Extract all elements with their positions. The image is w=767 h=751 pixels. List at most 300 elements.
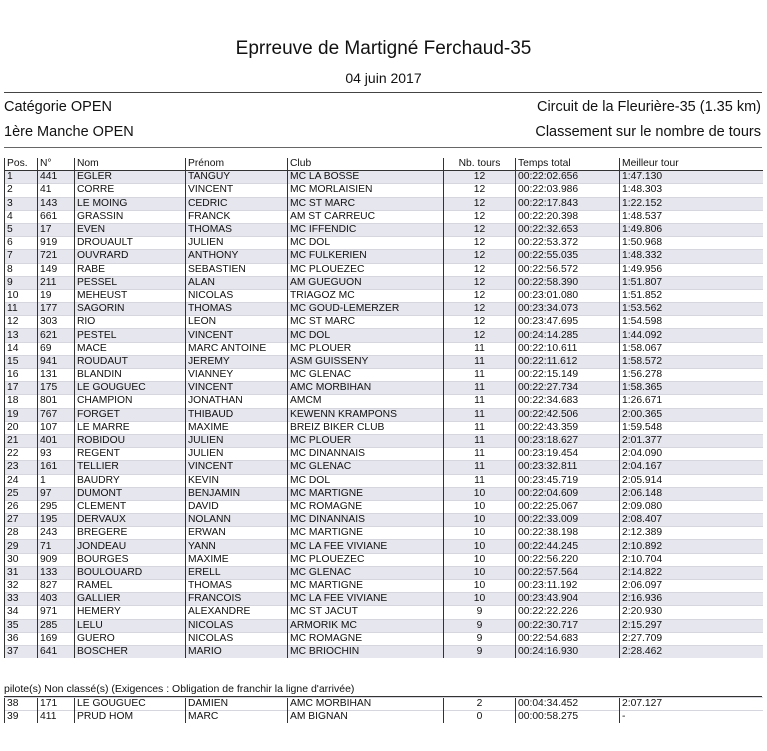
cell-last-name: GRASSIN xyxy=(75,210,186,223)
table-row xyxy=(5,382,763,395)
table-row xyxy=(5,500,763,513)
cell-first-name: MAXIME xyxy=(186,421,288,434)
cell-total-time: 00:22:30.717 xyxy=(516,619,620,632)
cell-first-name: VINCENT xyxy=(186,329,288,342)
cell-pos: 35 xyxy=(5,619,38,632)
cell-pos: 38 xyxy=(5,698,38,711)
cell-total-time: 00:23:01.080 xyxy=(516,289,620,302)
cell-number: 107 xyxy=(38,421,75,434)
cell-total-time: 00:22:38.198 xyxy=(516,527,620,540)
table-row xyxy=(5,540,763,553)
cell-first-name: THOMAS xyxy=(186,303,288,316)
cell-club: AM BIGNAN xyxy=(288,711,444,724)
cell-best-lap: 1:22.152 xyxy=(620,197,763,210)
cell-number: 641 xyxy=(38,645,75,658)
cell-first-name: JULIEN xyxy=(186,237,288,250)
cell-number: 175 xyxy=(38,382,75,395)
cell-club: MC ST MARC xyxy=(288,316,444,329)
cell-best-lap: 2:10.892 xyxy=(620,540,763,553)
cell-club: MC DOL xyxy=(288,329,444,342)
cell-club: MC PLOUEZEC xyxy=(288,553,444,566)
header-club: Club xyxy=(288,158,444,171)
cell-last-name: LE MARRE xyxy=(75,421,186,434)
cell-best-lap: 1:54.598 xyxy=(620,316,763,329)
cell-first-name: MAXIME xyxy=(186,553,288,566)
cell-laps: 11 xyxy=(444,408,516,421)
cell-pos: 1 xyxy=(5,171,38,184)
header-pos: Pos. xyxy=(5,158,38,171)
cell-first-name: MARC xyxy=(186,711,288,724)
cell-best-lap: 1:26.671 xyxy=(620,395,763,408)
cell-total-time: 00:23:34.073 xyxy=(516,303,620,316)
cell-laps: 12 xyxy=(444,316,516,329)
cell-pos: 17 xyxy=(5,382,38,395)
cell-laps: 12 xyxy=(444,276,516,289)
cell-pos: 25 xyxy=(5,487,38,500)
section-divider xyxy=(4,147,762,148)
cell-pos: 30 xyxy=(5,553,38,566)
cell-first-name: VIANNEY xyxy=(186,369,288,382)
cell-number: 161 xyxy=(38,461,75,474)
event-date: 04 juin 2017 xyxy=(345,70,422,86)
cell-club: MC GLENAC xyxy=(288,461,444,474)
cell-last-name: RABE xyxy=(75,263,186,276)
cell-laps: 12 xyxy=(444,237,516,250)
cell-laps: 9 xyxy=(444,606,516,619)
cell-total-time: 00:22:10.611 xyxy=(516,342,620,355)
cell-pos: 36 xyxy=(5,632,38,645)
results-body xyxy=(5,171,763,658)
cell-best-lap: 1:56.278 xyxy=(620,369,763,382)
cell-last-name: RIO xyxy=(75,316,186,329)
cell-club: MC ST MARC xyxy=(288,197,444,210)
cell-laps: 12 xyxy=(444,184,516,197)
cell-best-lap: 2:05.914 xyxy=(620,474,763,487)
cell-club: MC DOL xyxy=(288,474,444,487)
cell-last-name: LE GOUGUEC xyxy=(75,382,186,395)
cell-total-time: 00:22:04.609 xyxy=(516,487,620,500)
cell-pos: 33 xyxy=(5,593,38,606)
cell-first-name: VINCENT xyxy=(186,382,288,395)
cell-best-lap: 2:04.167 xyxy=(620,461,763,474)
cell-laps: 10 xyxy=(444,527,516,540)
cell-club: BREIZ BIKER CLUB xyxy=(288,421,444,434)
table-row xyxy=(5,606,763,619)
header-best-lap: Meilleur tour xyxy=(620,158,763,171)
cell-number: 971 xyxy=(38,606,75,619)
cell-pos: 19 xyxy=(5,408,38,421)
cell-first-name: MARC ANTOINE xyxy=(186,342,288,355)
cell-best-lap: 1:53.562 xyxy=(620,303,763,316)
cell-best-lap: 2:20.930 xyxy=(620,606,763,619)
table-row xyxy=(5,276,763,289)
table-row xyxy=(5,593,763,606)
cell-number: 909 xyxy=(38,553,75,566)
cell-number: 401 xyxy=(38,434,75,447)
cell-laps: 11 xyxy=(444,382,516,395)
cell-first-name: MARIO xyxy=(186,645,288,658)
cell-best-lap: 2:06.148 xyxy=(620,487,763,500)
cell-last-name: REGENT xyxy=(75,448,186,461)
cell-total-time: 00:22:03.986 xyxy=(516,184,620,197)
cell-number: 303 xyxy=(38,316,75,329)
table-row xyxy=(5,303,763,316)
cell-first-name: KEVIN xyxy=(186,474,288,487)
cell-total-time: 00:22:27.734 xyxy=(516,382,620,395)
cell-pos: 2 xyxy=(5,184,38,197)
cell-total-time: 00:23:43.904 xyxy=(516,593,620,606)
cell-laps: 11 xyxy=(444,369,516,382)
cell-total-time: 00:22:15.149 xyxy=(516,369,620,382)
cell-last-name: DERVAUX xyxy=(75,514,186,527)
cell-total-time: 00:22:54.683 xyxy=(516,632,620,645)
cell-first-name: ERWAN xyxy=(186,527,288,540)
cell-number: 71 xyxy=(38,540,75,553)
cell-pos: 23 xyxy=(5,461,38,474)
table-row xyxy=(5,514,763,527)
cell-number: 131 xyxy=(38,369,75,382)
cell-club: MC DINANNAIS xyxy=(288,514,444,527)
cell-number: 661 xyxy=(38,210,75,223)
cell-laps: 11 xyxy=(444,421,516,434)
cell-laps: 2 xyxy=(444,698,516,711)
cell-number: 195 xyxy=(38,514,75,527)
cell-last-name: SAGORIN xyxy=(75,303,186,316)
cell-total-time: 00:22:34.683 xyxy=(516,395,620,408)
cell-laps: 11 xyxy=(444,461,516,474)
circuit-label: Circuit de la Fleurière-35 (1.35 km) xyxy=(536,99,761,115)
cell-best-lap: 2:04.090 xyxy=(620,448,763,461)
cell-first-name: JONATHAN xyxy=(186,395,288,408)
ranking-mode-label: Classement sur le nombre de tours xyxy=(535,124,761,140)
cell-number: 827 xyxy=(38,580,75,593)
table-row xyxy=(5,632,763,645)
cell-number: 243 xyxy=(38,527,75,540)
cell-last-name: CLEMENT xyxy=(75,500,186,513)
cell-number: 919 xyxy=(38,237,75,250)
cell-best-lap: 2:07.127 xyxy=(620,698,763,711)
cell-first-name: VINCENT xyxy=(186,461,288,474)
table-row xyxy=(5,461,763,474)
cell-laps: 9 xyxy=(444,632,516,645)
cell-total-time: 00:23:32.811 xyxy=(516,461,620,474)
cell-laps: 9 xyxy=(444,619,516,632)
table-row xyxy=(5,553,763,566)
cell-club: MC LA FEE VIVIANE xyxy=(288,540,444,553)
table-row xyxy=(5,171,763,184)
cell-number: 171 xyxy=(38,698,75,711)
cell-number: 143 xyxy=(38,197,75,210)
cell-best-lap: 2:01.377 xyxy=(620,434,763,447)
cell-best-lap: 1:51.807 xyxy=(620,276,763,289)
cell-best-lap: 2:15.297 xyxy=(620,619,763,632)
header-last-name: Nom xyxy=(75,158,186,171)
cell-total-time: 00:22:33.009 xyxy=(516,514,620,527)
cell-total-time: 00:22:44.245 xyxy=(516,540,620,553)
cell-last-name: BLANDIN xyxy=(75,369,186,382)
cell-last-name: LE MOING xyxy=(75,197,186,210)
heat-label: 1ère Manche OPEN xyxy=(4,124,134,140)
cell-total-time: 00:00:58.275 xyxy=(516,711,620,724)
cell-first-name: JULIEN xyxy=(186,434,288,447)
cell-last-name: LELU xyxy=(75,619,186,632)
cell-last-name: GUERO xyxy=(75,632,186,645)
cell-last-name: CHAMPION xyxy=(75,395,186,408)
cell-laps: 12 xyxy=(444,329,516,342)
cell-club: MC ROMAGNE xyxy=(288,500,444,513)
cell-first-name: ANTHONY xyxy=(186,250,288,263)
cell-last-name: GALLIER xyxy=(75,593,186,606)
cell-number: 69 xyxy=(38,342,75,355)
table-row xyxy=(5,223,763,236)
cell-pos: 20 xyxy=(5,421,38,434)
cell-first-name: YANN xyxy=(186,540,288,553)
cell-total-time: 00:22:55.035 xyxy=(516,250,620,263)
cell-last-name: PESSEL xyxy=(75,276,186,289)
cell-last-name: BOURGES xyxy=(75,553,186,566)
cell-best-lap: 1:51.852 xyxy=(620,289,763,302)
cell-best-lap: 2:14.822 xyxy=(620,566,763,579)
cell-number: 441 xyxy=(38,171,75,184)
cell-club: MC MARTIGNE xyxy=(288,487,444,500)
cell-number: 17 xyxy=(38,223,75,236)
cell-total-time: 00:22:58.390 xyxy=(516,276,620,289)
cell-total-time: 00:24:16.930 xyxy=(516,645,620,658)
cell-club: AMC MORBIHAN xyxy=(288,698,444,711)
cell-laps: 10 xyxy=(444,593,516,606)
cell-laps: 9 xyxy=(444,645,516,658)
cell-last-name: PESTEL xyxy=(75,329,186,342)
cell-last-name: ROBIDOU xyxy=(75,434,186,447)
cell-pos: 7 xyxy=(5,250,38,263)
cell-first-name: LEON xyxy=(186,316,288,329)
cell-laps: 12 xyxy=(444,210,516,223)
cell-first-name: ERELL xyxy=(186,566,288,579)
results-table xyxy=(4,158,763,658)
cell-last-name: BAUDRY xyxy=(75,474,186,487)
cell-number: 149 xyxy=(38,263,75,276)
cell-club: MC DINANNAIS xyxy=(288,448,444,461)
cell-laps: 10 xyxy=(444,580,516,593)
cell-pos: 26 xyxy=(5,500,38,513)
cell-total-time: 00:22:53.372 xyxy=(516,237,620,250)
cell-pos: 18 xyxy=(5,395,38,408)
cell-last-name: RAMEL xyxy=(75,580,186,593)
cell-first-name: ALAN xyxy=(186,276,288,289)
cell-laps: 12 xyxy=(444,197,516,210)
cell-last-name: HEMERY xyxy=(75,606,186,619)
cell-last-name: DUMONT xyxy=(75,487,186,500)
cell-best-lap: 1:58.572 xyxy=(620,355,763,368)
cell-best-lap: 2:09.080 xyxy=(620,500,763,513)
cell-pos: 6 xyxy=(5,237,38,250)
cell-total-time: 00:23:19.454 xyxy=(516,448,620,461)
cell-club: MC GLENAC xyxy=(288,566,444,579)
table-header-row xyxy=(5,158,763,171)
table-row xyxy=(5,197,763,210)
cell-best-lap: 1:58.365 xyxy=(620,382,763,395)
cell-laps: 12 xyxy=(444,289,516,302)
cell-laps: 12 xyxy=(444,263,516,276)
cell-number: 211 xyxy=(38,276,75,289)
table-row xyxy=(5,434,763,447)
cell-last-name: EVEN xyxy=(75,223,186,236)
cell-pos: 12 xyxy=(5,316,38,329)
cell-laps: 12 xyxy=(444,171,516,184)
cell-best-lap: 2:08.407 xyxy=(620,514,763,527)
table-row xyxy=(5,487,763,500)
cell-best-lap: 2:12.389 xyxy=(620,527,763,540)
cell-total-time: 00:22:43.359 xyxy=(516,421,620,434)
cell-first-name: SEBASTIEN xyxy=(186,263,288,276)
cell-club: MC ROMAGNE xyxy=(288,632,444,645)
cell-first-name: THOMAS xyxy=(186,580,288,593)
cell-first-name: ALEXANDRE xyxy=(186,606,288,619)
cell-best-lap: 1:48.332 xyxy=(620,250,763,263)
cell-pos: 16 xyxy=(5,369,38,382)
cell-club: MC IFFENDIC xyxy=(288,223,444,236)
cell-pos: 8 xyxy=(5,263,38,276)
table-row xyxy=(5,408,763,421)
cell-first-name: BENJAMIN xyxy=(186,487,288,500)
table-row xyxy=(5,369,763,382)
table-row xyxy=(5,237,763,250)
table-row xyxy=(5,566,763,579)
cell-last-name: OUVRARD xyxy=(75,250,186,263)
cell-laps: 11 xyxy=(444,474,516,487)
cell-number: 93 xyxy=(38,448,75,461)
cell-number: 941 xyxy=(38,355,75,368)
cell-first-name: VINCENT xyxy=(186,184,288,197)
cell-club: MC MARTIGNE xyxy=(288,527,444,540)
cell-first-name: NICOLAS xyxy=(186,289,288,302)
cell-first-name: NOLANN xyxy=(186,514,288,527)
cell-club: ASM GUISSENY xyxy=(288,355,444,368)
cell-best-lap: 1:49.956 xyxy=(620,263,763,276)
cell-number: 801 xyxy=(38,395,75,408)
cell-laps: 0 xyxy=(444,711,516,724)
cell-laps: 11 xyxy=(444,395,516,408)
cell-club: AMC MORBIHAN xyxy=(288,382,444,395)
cell-total-time: 00:22:32.653 xyxy=(516,223,620,236)
cell-last-name: BREGERE xyxy=(75,527,186,540)
cell-last-name: PRUD HOM xyxy=(75,711,186,724)
cell-last-name: BOULOUARD xyxy=(75,566,186,579)
cell-best-lap: 2:10.704 xyxy=(620,553,763,566)
cell-laps: 11 xyxy=(444,342,516,355)
cell-first-name: THOMAS xyxy=(186,223,288,236)
cell-best-lap: 1:48.537 xyxy=(620,210,763,223)
cell-total-time: 00:22:42.506 xyxy=(516,408,620,421)
table-row xyxy=(5,711,763,724)
cell-number: 133 xyxy=(38,566,75,579)
cell-total-time: 00:22:17.843 xyxy=(516,197,620,210)
cell-laps: 11 xyxy=(444,448,516,461)
cell-total-time: 00:23:11.192 xyxy=(516,580,620,593)
cell-number: 411 xyxy=(38,711,75,724)
cell-number: 19 xyxy=(38,289,75,302)
cell-total-time: 00:24:14.285 xyxy=(516,329,620,342)
page-title: Eprreuve de Martigné Ferchaud-35 xyxy=(235,38,532,59)
cell-club: KEWENN KRAMPONS xyxy=(288,408,444,421)
cell-total-time: 00:23:45.719 xyxy=(516,474,620,487)
cell-pos: 27 xyxy=(5,514,38,527)
cell-laps: 11 xyxy=(444,434,516,447)
cell-pos: 10 xyxy=(5,289,38,302)
cell-number: 621 xyxy=(38,329,75,342)
table-row xyxy=(5,474,763,487)
cell-first-name: JULIEN xyxy=(186,448,288,461)
cell-first-name: NICOLAS xyxy=(186,619,288,632)
cell-best-lap: 2:00.365 xyxy=(620,408,763,421)
cell-club: AM GUEGUON xyxy=(288,276,444,289)
table-row xyxy=(5,580,763,593)
cell-number: 1 xyxy=(38,474,75,487)
cell-club: MC GLENAC xyxy=(288,369,444,382)
cell-best-lap: 1:58.067 xyxy=(620,342,763,355)
cell-last-name: FORGET xyxy=(75,408,186,421)
cell-first-name: CEDRIC xyxy=(186,197,288,210)
cell-total-time: 00:22:20.398 xyxy=(516,210,620,223)
cell-club: MC ST JACUT xyxy=(288,606,444,619)
cell-club: MC GOUD-LEMERZER xyxy=(288,303,444,316)
cell-pos: 24 xyxy=(5,474,38,487)
cell-best-lap: 1:59.548 xyxy=(620,421,763,434)
cell-number: 285 xyxy=(38,619,75,632)
cell-club: TRIAGOZ MC xyxy=(288,289,444,302)
cell-total-time: 00:22:11.612 xyxy=(516,355,620,368)
cell-last-name: BOSCHER xyxy=(75,645,186,658)
table-row xyxy=(5,289,763,302)
cell-pos: 13 xyxy=(5,329,38,342)
cell-pos: 22 xyxy=(5,448,38,461)
cell-pos: 29 xyxy=(5,540,38,553)
header-number: N° xyxy=(38,158,75,171)
cell-best-lap: 1:49.806 xyxy=(620,223,763,236)
cell-pos: 28 xyxy=(5,527,38,540)
cell-club: MC BRIOCHIN xyxy=(288,645,444,658)
cell-first-name: JEREMY xyxy=(186,355,288,368)
cell-laps: 10 xyxy=(444,553,516,566)
table-row xyxy=(5,250,763,263)
cell-laps: 11 xyxy=(444,355,516,368)
cell-club: ARMORIK MC xyxy=(288,619,444,632)
not-classified-table xyxy=(4,697,763,723)
cell-club: MC MORLAISIEN xyxy=(288,184,444,197)
cell-pos: 14 xyxy=(5,342,38,355)
cell-best-lap: 2:28.462 xyxy=(620,645,763,658)
cell-total-time: 00:22:56.572 xyxy=(516,263,620,276)
cell-pos: 31 xyxy=(5,566,38,579)
table-row xyxy=(5,527,763,540)
cell-club: MC PLOUER xyxy=(288,342,444,355)
table-row xyxy=(5,184,763,197)
cell-last-name: ROUDAUT xyxy=(75,355,186,368)
cell-pos: 11 xyxy=(5,303,38,316)
cell-number: 41 xyxy=(38,184,75,197)
not-classified-body xyxy=(5,698,763,724)
cell-laps: 10 xyxy=(444,487,516,500)
cell-best-lap: 2:27.709 xyxy=(620,632,763,645)
cell-total-time: 00:22:56.220 xyxy=(516,553,620,566)
cell-best-lap: 1:44.092 xyxy=(620,329,763,342)
cell-club: MC PLOUEZEC xyxy=(288,263,444,276)
header-laps: Nb. tours xyxy=(444,158,516,171)
cell-total-time: 00:23:18.627 xyxy=(516,434,620,447)
cell-number: 177 xyxy=(38,303,75,316)
cell-number: 767 xyxy=(38,408,75,421)
cell-number: 169 xyxy=(38,632,75,645)
